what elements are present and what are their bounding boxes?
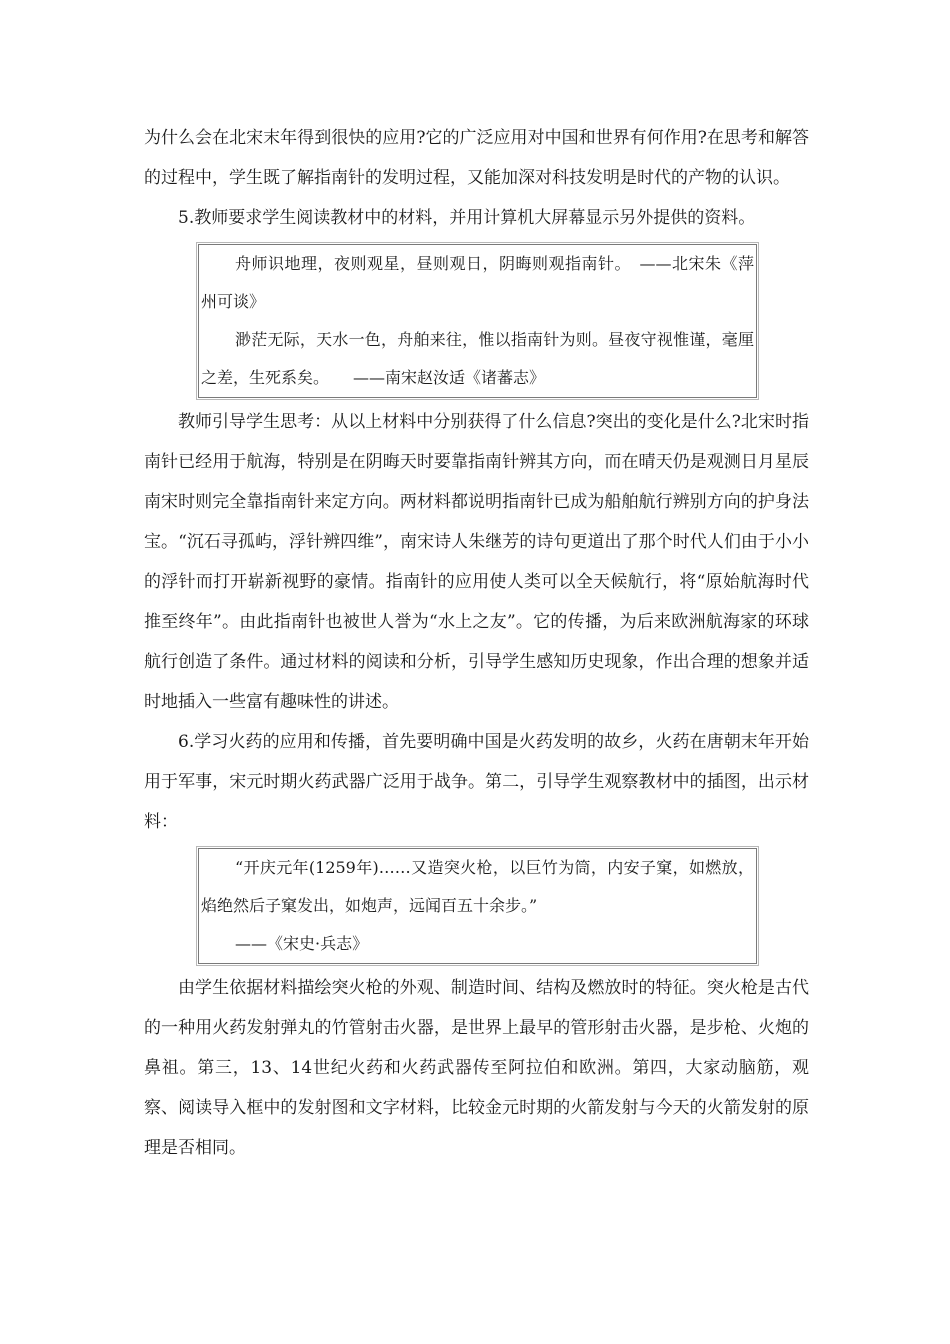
quote-songshi: “开庆元年(1259年)……又造突火枪，以巨竹为筒，内安子窠，如燃放，焰绝然后子窠发出，如炮声，远闻百五十余步。” xyxy=(201,858,754,915)
paragraph-fire-lance: 由学生依据材料描绘突火枪的外观、制造时间、结构及燃放时的特征。突火枪是古代的一种用火药发射弹丸的竹管射击火器，是世界上最早的管形射击火器，是步枪、火炮的鼻祖。第三，13、14世纪火药和火药武器传至阿拉伯和欧洲。第四，大家动脑筋，观察、阅读导入框中的发射图和文字材料，比较金元时期的火箭发射与今天的火箭发射的原理是否相同。 xyxy=(144,978,809,1158)
quote-source-songshi: ——《宋史·兵志》 xyxy=(235,934,369,953)
document-page xyxy=(144,118,809,1168)
quote-zhufan-zhi: 渺茫无际，天水一色，舟舶来往，惟以指南针为则。昼夜守视惟谨，毫厘之差，生死系矣。 ——南宋赵汝适《诸蕃志》 xyxy=(201,330,754,387)
paragraph-compass-question: 为什么会在北宋末年得到很快的应用?它的广泛应用对中国和世界有何作用?在思考和解答的过程中，学生既了解指南针的发明过程，又能加深对科技发明是时代的产物的认识。 xyxy=(144,128,809,188)
paragraph-step-5: 5.教师要求学生阅读教材中的材料，并用计算机大屏幕显示另外提供的资料。 xyxy=(178,208,756,228)
paragraph-step-6: 6.学习火药的应用和传播，首先要明确中国是火药发明的故乡，火药在唐朝末年开始用于军事，宋元时期火药武器广泛用于战争。第二，引导学生观察教材中的插图，出示材料： xyxy=(144,732,809,832)
quote-pingzhou-ketan: 舟师识地理，夜则观星，昼则观日，阴晦则观指南针。 ——北宋朱《萍州可谈》 xyxy=(201,254,754,311)
paragraph-teacher-guidance: 教师引导学生思考：从以上材料中分别获得了什么信息?突出的变化是什么?北宋时指南针已经用于航海，特别是在阴晦天时要靠指南针辨其方向，而在晴天仍是观测日月星辰南宋时则完全靠指南针来定方向。两材料都说明指南针已成为船舶航行辨别方向的护身法宝。“沉石寻孤屿，浮针辨四维”，南宋诗人朱继芳的诗句更道出了那个时代人们由于小小的浮针而打开崭新视野的豪情。指南针的应用使人类可以全天候航行，将“原始航海时代推至终年”。由此指南针也被世人誉为“水上之友”。它的传播，为后来欧洲航海家的环球航行创造了条件。通过材料的阅读和分析，引导学生感知历史现象，作出合理的想象并适时地插入一些富有趣味性的讲述。 xyxy=(144,412,809,712)
quote-box-gunpowder xyxy=(198,848,757,964)
quote-box-compass xyxy=(198,244,757,398)
